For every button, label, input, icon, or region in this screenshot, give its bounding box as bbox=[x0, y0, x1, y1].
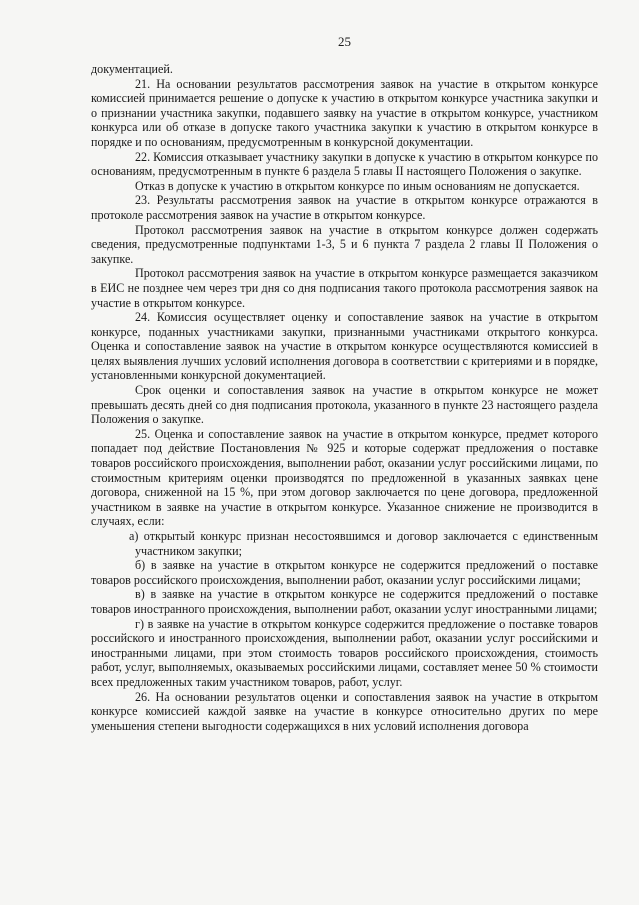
paragraph-24: 24. Комиссия осуществляет оценку и сопоставление заявок на участие в открытом конкурсе, поданных участниками закупки, признанными участниками открытого конкурса. Оценка и сопоставление заявок на участие в открытом конкурсе осуществляются комиссией в целях выявления лучших условий исполнения договора в соответствии с критериями и в порядке, установленными конкурсной документацией. bbox=[91, 310, 598, 383]
list-item-b: б) в заявке на участие в открытом конкурсе не содержится предложений о поставке товаров российского происхождения, выполнении работ, оказании услуг российскими лицами; bbox=[91, 558, 598, 587]
paragraph: документацией. bbox=[91, 62, 173, 76]
document-body bbox=[91, 62, 598, 733]
page-number: 25 bbox=[338, 34, 351, 49]
paragraph: Отказ в допуске к участию в открытом конкурсе по иным основаниям не допускается. bbox=[135, 178, 580, 193]
paragraph-25: 25. Оценка и сопоставление заявок на участие в открытом конкурсе, предмет которого попадает под действие Постановления № 925 и которые содержат предложения о поставке товаров российского происхождения, выполнении работ, оказании услуг российскими лицами, по стоимостным критериям оценки производятся по предложенной в указанных заявках цене договора, сниженной на 15 %, при этом договор заключается по цене договора, предложенной участником в заявке на участие в открытом конкурсе. Указанное снижение не производится в случаях, если: bbox=[91, 426, 598, 529]
list-item-g: г) в заявке на участие в открытом конкурсе содержится предложение о поставке товаров российского и иностранного происхождения, выполнении работ, оказании услуг российскими и иностранными лицами, при этом стоимость товаров российского происхождения, стоимость работ, услуг, выполняемых, оказываемых российскими лицами, составляет менее 50 % стоимости всех предложенных таким участником товаров, работ, услуг. bbox=[91, 616, 598, 689]
paragraph: Срок оценки и сопоставления заявок на участие в открытом конкурсе не может превышать десять дней со дня подписания протокола, указанного в пункте 23 настоящего раздела Положения о закупке. bbox=[91, 383, 598, 427]
paragraph-21: 21. На основании результатов рассмотрения заявок на участие в открытом конкурсе комиссией принимается решение о допуске к участию в открытом конкурсе участника закупки и о признании участника закупки, подавшего заявку на участие в открытом конкурсе, участником конкурса или об отказе в допуске такого участника закупки к участию в открытом конкурсе в порядке и по основаниям, предусмотренным в конкурсной документации. bbox=[91, 76, 598, 149]
paragraph-26: 26. На основании результатов оценки и сопоставления заявок на участие в открытом конкурсе комиссией каждой заявке на участие в конкурсе относительно других по мере уменьшения степени выгодности содержащихся в них условий исполнения договора bbox=[91, 689, 598, 733]
list-item-a: а) открытый конкурс признан несостоявшимся и договор заключается с единственным участником закупки; bbox=[129, 529, 598, 558]
list-item-v: в) в заявке на участие в открытом конкурсе не содержится предложений о поставке товаров иностранного происхождения, выполнении работ, оказании услуг иностранными лицами; bbox=[91, 587, 598, 616]
paragraph-23: 23. Результаты рассмотрения заявок на участие в открытом конкурсе отражаются в протоколе рассмотрения заявок на участие в открытом конкурсе. bbox=[91, 193, 598, 222]
paragraph: Протокол рассмотрения заявок на участие в открытом конкурсе должен содержать сведения, предусмотренные подпунктами 1-3, 5 и 6 пункта 7 раздела 2 главы II Положения о закупке. bbox=[91, 222, 598, 266]
paragraph-22: 22. Комиссия отказывает участнику закупки в допуске к участию в открытом конкурсе по основаниям, предусмотренным в пункте 6 раздела 5 главы II настоящего Положения о закупке. bbox=[91, 149, 598, 179]
paragraph: Протокол рассмотрения заявок на участие в открытом конкурсе размещается заказчиком в ЕИС не позднее чем через три дня со дня подписания такого протокола рассмотрения заявок на участие в открытом конкурсе. bbox=[91, 266, 598, 310]
